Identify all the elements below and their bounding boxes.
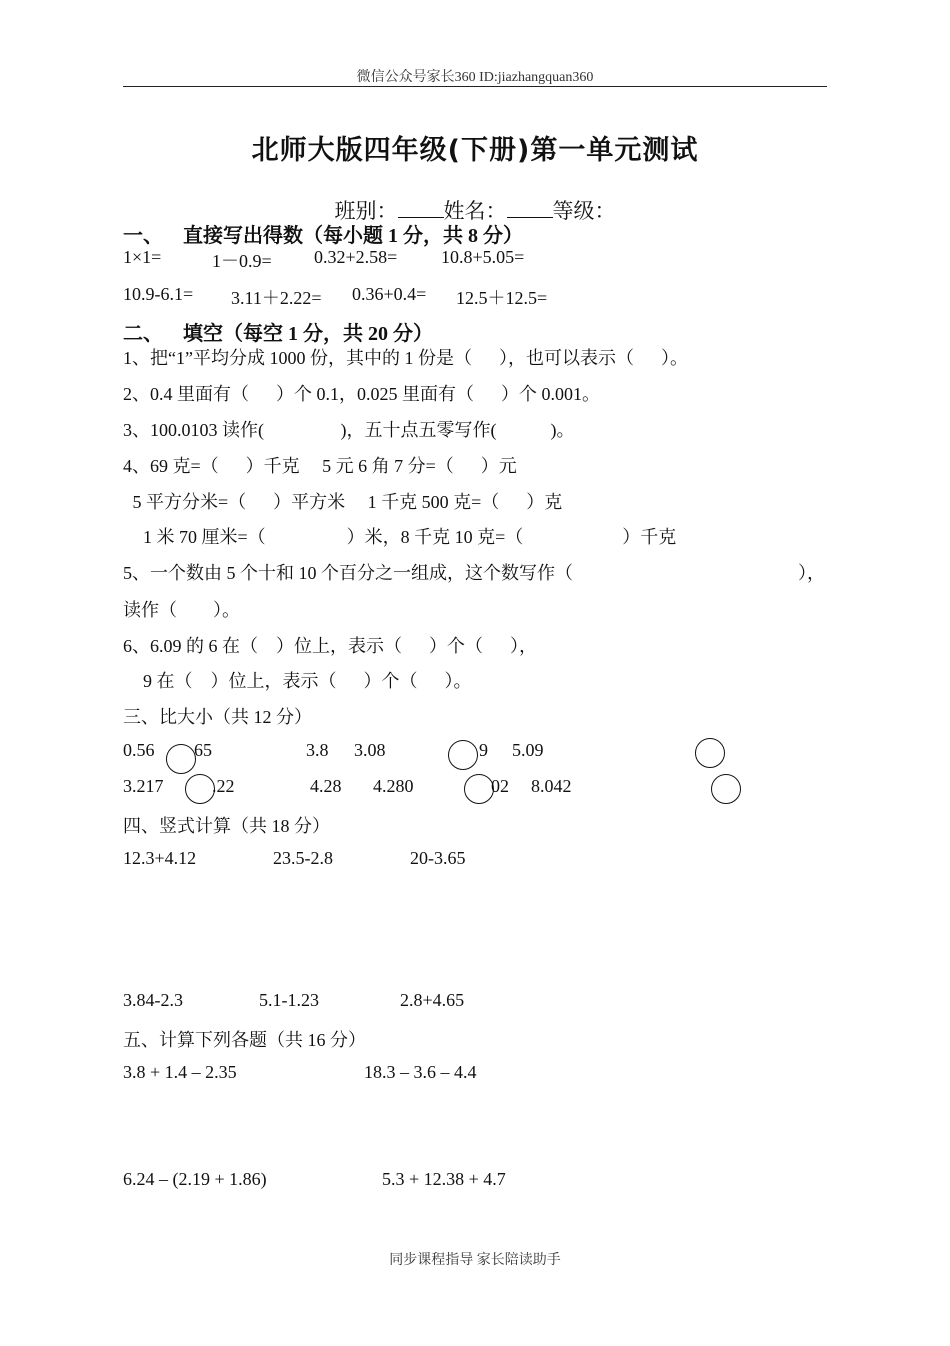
fill-question-6a: 6、6.09 的 6 在（ ）位上，表示（ ）个（ ），	[123, 636, 537, 656]
vertical-calc-item: 5.1-1.23	[259, 990, 319, 1010]
fill-question-5a: 5、一个数由 5 个十和 10 个百分之一组成，这个数写作（	[123, 563, 573, 583]
compare-value: 4.280	[373, 776, 414, 796]
compare-circle-blank	[695, 738, 725, 768]
calc-item: 6.24 – (2.19 + 1.86)	[123, 1169, 267, 1189]
name-label: 姓名：	[443, 199, 507, 223]
s1-item: 3.11＋2.22=	[231, 288, 322, 308]
vertical-calc-item: 3.84-2.3	[123, 990, 183, 1010]
compare-value: 02	[491, 776, 509, 796]
page-footer: 同步课程指导 家长陪读助手	[389, 1253, 561, 1268]
compare-value: 3.217	[123, 776, 164, 796]
vertical-calc-item: 23.5-2.8	[273, 848, 333, 868]
fill-question-4b: 5 平方分米=（ ）平方米 1 千克 500 克=（ ）克	[128, 492, 563, 512]
compare-circle-blank	[711, 774, 741, 804]
fill-question-5-tail: ），	[798, 563, 825, 583]
s1-item: 10.8+5.05=	[441, 247, 525, 267]
class-label: 班别：	[334, 199, 398, 223]
compare-circle-blank	[166, 744, 196, 774]
name-blank	[507, 199, 553, 218]
class-blank	[398, 199, 444, 218]
compare-value: .22	[212, 776, 235, 796]
s1-item: 0.32+2.58=	[314, 247, 398, 267]
calc-item: 3.8 + 1.4 – 2.35	[123, 1062, 237, 1082]
fill-question-3: 3、100.0103 读作( )，五十点五零写作( )。	[123, 420, 575, 440]
compare-value: 4.28	[310, 776, 342, 796]
compare-value: 3.08	[354, 740, 386, 760]
compare-value: 3.8	[306, 740, 329, 760]
s1-item: 0.36+0.4=	[352, 284, 427, 304]
calc-item: 5.3 + 12.38 + 4.7	[382, 1169, 506, 1189]
section2-heading: 二、 填空（每空 1 分，共 20 分）	[123, 323, 433, 345]
compare-value: 9	[479, 740, 488, 760]
grade-label: 等级：	[552, 199, 616, 223]
s1-item: 1×1=	[123, 247, 162, 267]
compare-value: 8.042	[531, 776, 572, 796]
fill-question-6b: 9 在（ ）位上，表示（ ）个（ ）。	[143, 671, 472, 691]
compare-value: 0.56	[123, 740, 155, 760]
page-header: 微信公众号家长360 ID:jiazhangquan360	[356, 70, 594, 85]
calc-item: 18.3 – 3.6 – 4.4	[364, 1062, 477, 1082]
page-title: 北师大版四年级(下册)第一单元测试	[251, 135, 699, 166]
compare-circle-blank	[185, 774, 215, 804]
section3-heading: 三、比大小（共 12 分）	[123, 707, 312, 727]
section1-heading: 一、 直接写出得数（每小题 1 分，共 8 分）	[123, 225, 523, 247]
fill-question-2: 2、0.4 里面有（ ）个 0.1，0.025 里面有（ ）个 0.001。	[123, 384, 600, 404]
section4-heading: 四、竖式计算（共 18 分）	[123, 816, 330, 836]
vertical-calc-item: 20-3.65	[410, 848, 466, 868]
vertical-calc-item: 2.8+4.65	[400, 990, 465, 1010]
header-divider	[123, 86, 827, 87]
vertical-calc-item: 12.3+4.12	[123, 848, 197, 868]
compare-value: 65	[194, 740, 212, 760]
s1-item: 12.5＋12.5=	[456, 288, 548, 308]
compare-circle-blank	[448, 740, 478, 770]
fill-question-5b: 读作（ ）。	[123, 600, 240, 620]
section5-heading: 五、计算下列各题（共 16 分）	[123, 1030, 366, 1050]
s1-item: 1－0.9=	[212, 251, 272, 271]
s1-item: 10.9-6.1=	[123, 284, 194, 304]
compare-value: 5.09	[512, 740, 544, 760]
fill-question-4a: 4、69 克=（ ）千克 5 元 6 角 7 分=（ ）元	[123, 456, 517, 476]
fill-question-1: 1、把“1”平均分成 1000 份，其中的 1 份是（ ），也可以表示（ ）。	[123, 348, 688, 368]
fill-question-4c: 1 米 70 厘米=（ ）米，8 千克 10 克=（ ）千克	[143, 527, 677, 547]
compare-circle-blank	[464, 774, 494, 804]
